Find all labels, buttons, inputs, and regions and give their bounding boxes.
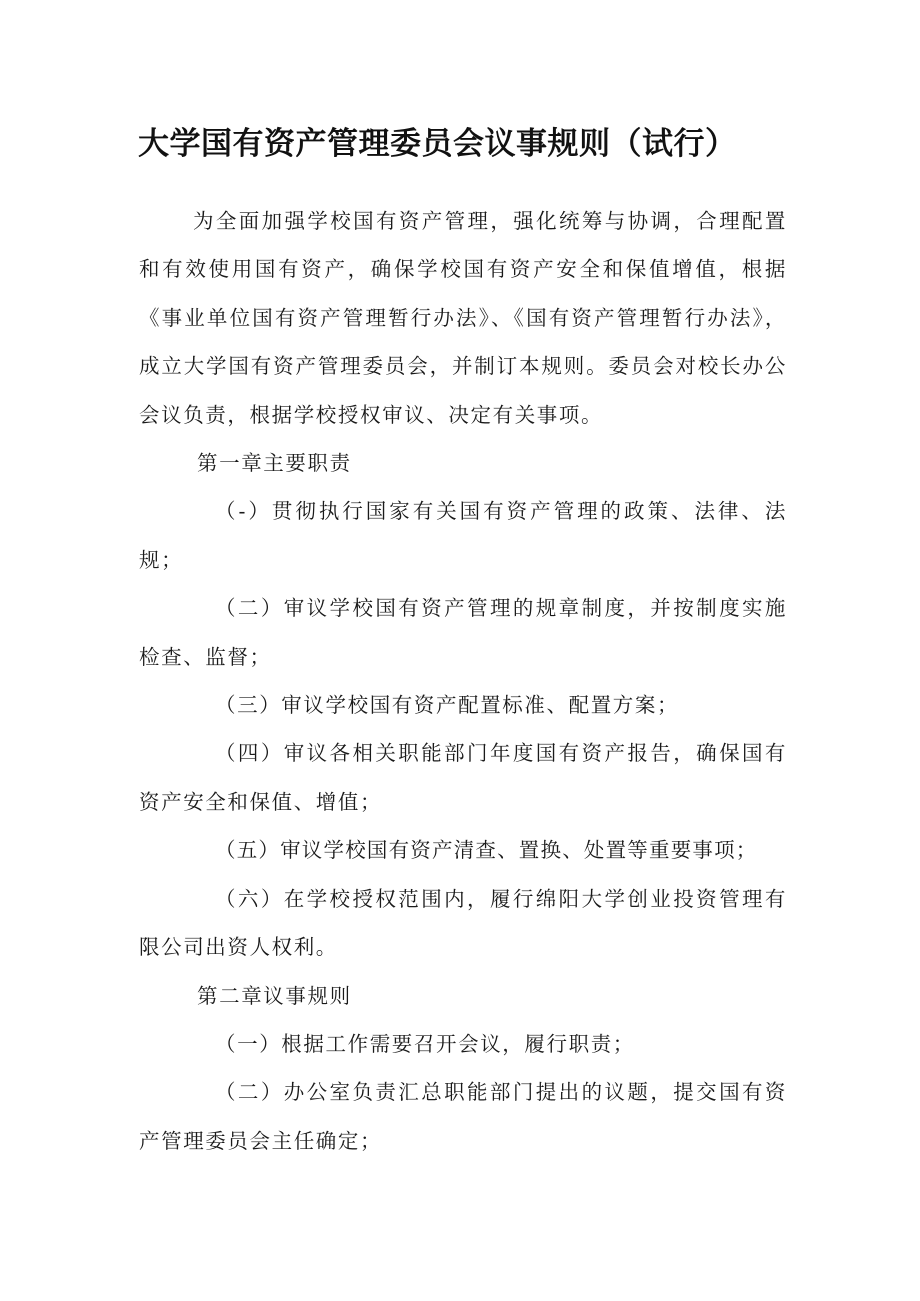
intro-paragraph: 为全面加强学校国有资产管理，强化统筹与协调，合理配置和有效使用国有资产，确保学校国有资产安全和保值增值，根据《事业单位国有资产管理暂行办法》、《国有资产管理暂行办法》，成立大学国有资产管理委员会，并制订本规则。委员会对校长办公会议负责，根据学校授权审议、决定有关事项。: [139, 209, 787, 427]
chapter-1-item-3: （三）审议学校国有资产配置标准、配置方案；: [215, 693, 680, 718]
chapter-1-item-4: （四）审议各相关职能部门年度国有资产报告，确保国有资产安全和保值、增值；: [139, 741, 787, 814]
chapter-heading-1: 第一章主要职责: [197, 451, 352, 476]
chapter-heading-2: 第二章议事规则: [197, 983, 352, 1008]
document-body: [139, 197, 787, 1165]
chapter-1-item-5: （五）审议学校国有资产清查、置换、处置等重要事项；: [215, 838, 758, 863]
chapter-2-item-2: （二）办公室负责汇总职能部门提出的议题，提交国有资产管理委员会主任确定；: [139, 1080, 787, 1153]
chapter-1-item-6: （六）在学校授权范围内，履行绵阳大学创业投资管理有限公司出资人权利。: [139, 886, 787, 960]
document-title: 大学国有资产管理委员会议事规则（试行）: [138, 126, 737, 162]
chapter-1-item-2: （二）审议学校国有资产管理的规章制度，并按制度实施检查、监督；: [139, 596, 787, 669]
chapter-2-item-1: （一）根据工作需要召开会议，履行职责；: [215, 1031, 635, 1056]
chapter-1-item-1: （-）贯彻执行国家有关国有资产管理的政策、法律、法规；: [139, 499, 787, 572]
